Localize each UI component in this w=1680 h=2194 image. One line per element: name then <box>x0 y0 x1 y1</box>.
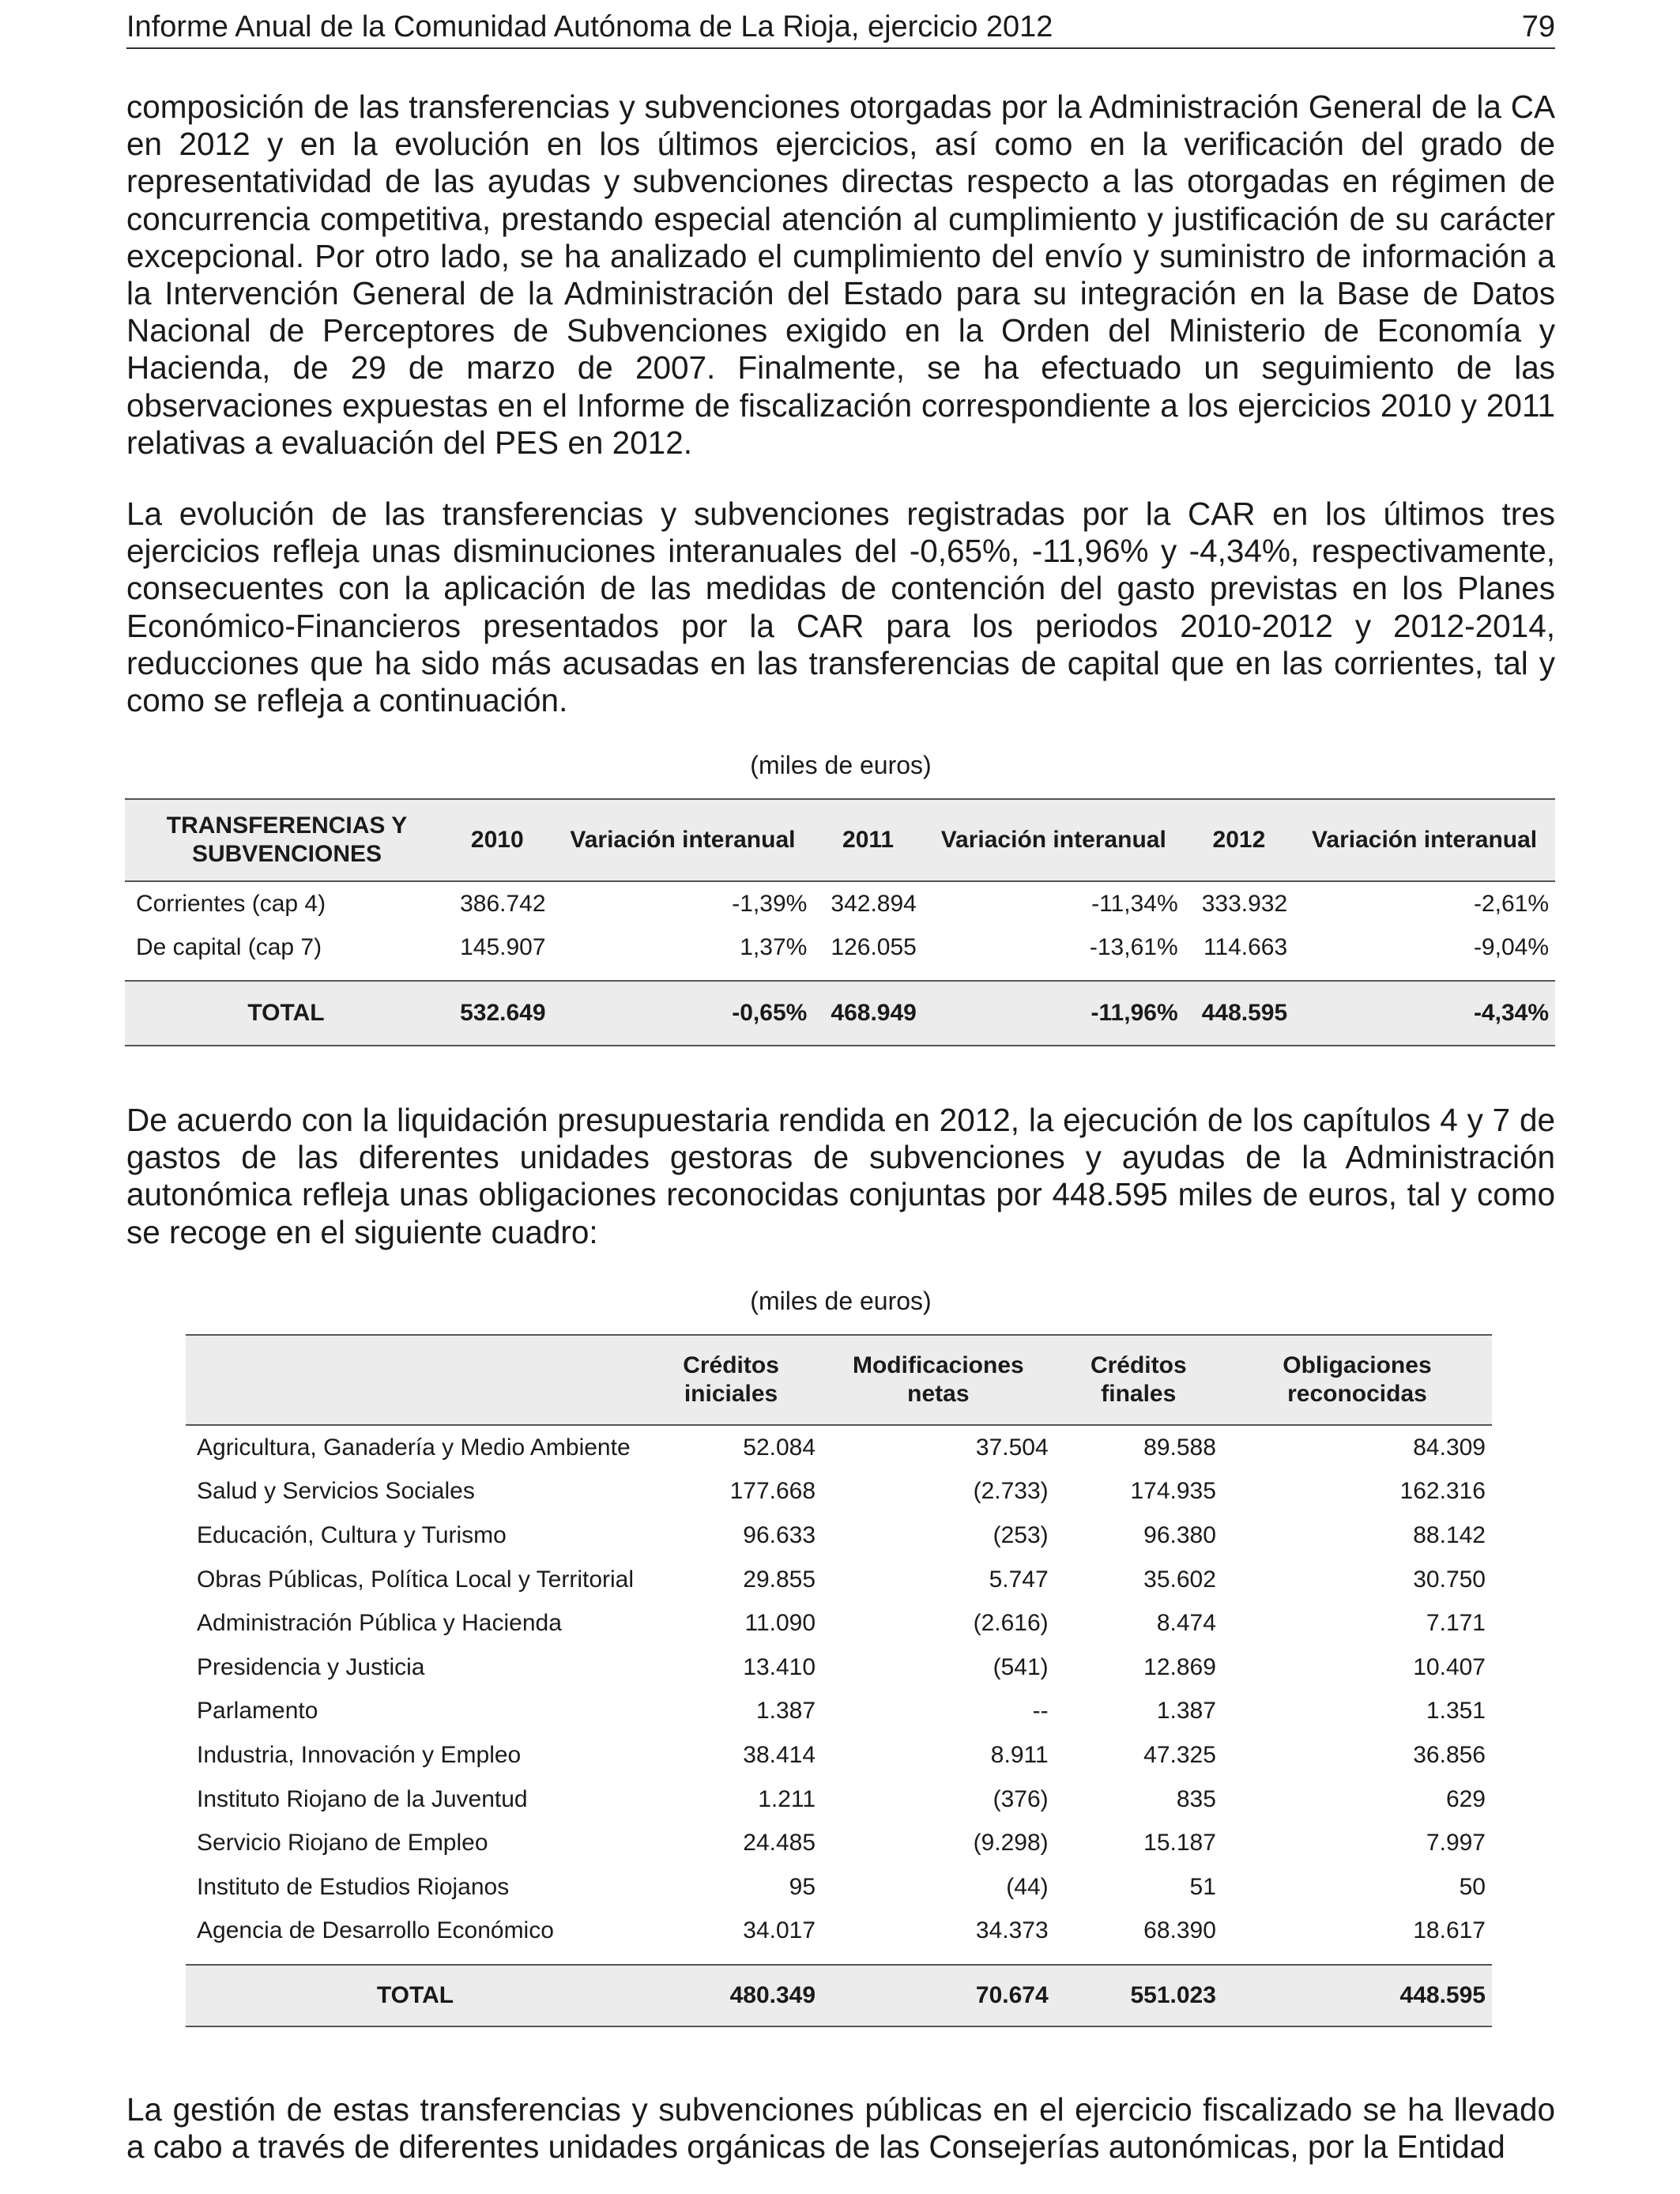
table-row <box>186 1733 1492 1777</box>
table-row <box>186 1646 1492 1690</box>
cell: 12.869 <box>1143 1653 1216 1680</box>
cell: (44) <box>1006 1873 1049 1900</box>
cell: 52.084 <box>743 1434 816 1461</box>
cell: 8.911 <box>990 1741 1049 1768</box>
cell: 342.894 <box>831 890 917 917</box>
row-label: Instituto de Estudios Riojanos <box>197 1873 510 1900</box>
cell: 68.390 <box>1143 1917 1216 1944</box>
cell: -9,04% <box>1473 933 1549 960</box>
cell: 11.090 <box>744 1610 816 1637</box>
cell: 1.211 <box>758 1785 816 1812</box>
table-row <box>186 1690 1492 1734</box>
row-label: De capital (cap 7) <box>136 933 322 960</box>
table-row <box>186 1558 1492 1602</box>
page-number: 79 <box>1521 10 1555 43</box>
cell: 162.316 <box>1399 1478 1486 1505</box>
cell: (541) <box>993 1653 1049 1680</box>
cell: 1.387 <box>755 1698 816 1725</box>
page-header <box>126 6 1555 49</box>
cell: (253) <box>993 1521 1049 1548</box>
cell: (9.298) <box>973 1830 1049 1857</box>
row-label: Agencia de Desarrollo Económico <box>197 1917 554 1944</box>
cell: 15.187 <box>1143 1830 1216 1857</box>
header-cell: Variación interanual <box>552 799 814 881</box>
transfers-evolution-table <box>125 798 1555 1046</box>
cell: 18.617 <box>1413 1917 1486 1944</box>
cell: (2.733) <box>973 1478 1049 1505</box>
cell: 835 <box>1176 1785 1216 1812</box>
total-cell: 532.649 <box>443 981 552 1046</box>
table-row <box>125 881 1555 925</box>
cell: 35.602 <box>1143 1566 1216 1593</box>
total-cell: -4,34% <box>1294 981 1555 1046</box>
total-cell: 448.595 <box>1222 1965 1492 2026</box>
cell: 8.474 <box>1156 1610 1216 1637</box>
cell: 30.750 <box>1413 1566 1486 1593</box>
total-cell: -0,65% <box>552 981 814 1046</box>
cell: 34.017 <box>743 1917 816 1944</box>
table-row <box>186 1777 1492 1822</box>
header-cell: 2012 <box>1185 799 1294 881</box>
cell: -11,34% <box>1091 890 1178 917</box>
header-cell: Modificaciones netas <box>822 1335 1055 1425</box>
table-row <box>186 1821 1492 1865</box>
cell: 50 <box>1459 1873 1486 1900</box>
cell: 96.380 <box>1143 1521 1216 1548</box>
table-row <box>186 1865 1492 1909</box>
header-cell: 2011 <box>813 799 923 881</box>
row-label: Parlamento <box>197 1698 318 1725</box>
cell: 145.907 <box>460 933 546 960</box>
cell: 114.663 <box>1203 933 1288 960</box>
cell: 47.325 <box>1143 1741 1216 1768</box>
table1-caption: (miles de euros) <box>750 751 932 779</box>
header-cell: Variación interanual <box>923 799 1185 881</box>
total-cell: -11,96% <box>923 981 1185 1046</box>
header-cell: 2010 <box>443 799 552 881</box>
cell: 333.932 <box>1201 890 1288 917</box>
total-cell: 551.023 <box>1055 1965 1222 2026</box>
cell: 7.997 <box>1426 1830 1486 1857</box>
table-row <box>186 1514 1492 1558</box>
cell: 629 <box>1445 1785 1486 1812</box>
table-row <box>186 1425 1492 1470</box>
row-label: Administración Pública y Hacienda <box>197 1610 562 1637</box>
row-label: Salud y Servicios Sociales <box>197 1478 475 1505</box>
table-row <box>186 1470 1492 1514</box>
header-cell: Obligaciones reconocidas <box>1222 1335 1492 1425</box>
total-cell: 70.674 <box>822 1965 1055 2026</box>
cell: 7.171 <box>1426 1610 1486 1637</box>
row-label: Agricultura, Ganadería y Medio Ambiente <box>197 1434 631 1461</box>
total-cell: 448.595 <box>1185 981 1294 1046</box>
cell: 51 <box>1189 1873 1216 1900</box>
table-row <box>125 925 1555 969</box>
header-cell: Variación interanual <box>1294 799 1555 881</box>
header-cell: Créditos iniciales <box>640 1335 822 1425</box>
table-header-row <box>125 799 1555 881</box>
cell: 386.742 <box>460 890 546 917</box>
cell: 38.414 <box>743 1741 816 1768</box>
paragraph-3: De acuerdo con la liquidación presupuestaria rendida en 2012, la ejecución de los capítulos 4 y 7 de gastos de las diferentes unidades gestoras de subvenciones y ayudas de la Administración autonómica refleja unas obligaciones reconocidas conjuntas por 448.595 miles de euros, tal y como se recoge en el siguiente cuadro: <box>126 1102 1555 1250</box>
cell: 88.142 <box>1413 1521 1486 1548</box>
cell: 84.309 <box>1413 1434 1486 1461</box>
total-cell: 468.949 <box>813 981 923 1046</box>
paragraph-4: La gestión de estas transferencias y subvenciones públicas en el ejercicio fiscalizado se ha llevado a cabo a través de diferentes unidades orgánicas de las Consejerías autonómicas, por la Entidad <box>126 2091 1555 2166</box>
cell: 5.747 <box>989 1566 1049 1593</box>
cell: 10.407 <box>1413 1653 1486 1680</box>
spacer-row <box>186 1953 1492 1965</box>
cell: 174.935 <box>1130 1478 1216 1505</box>
spacer-row <box>125 969 1555 981</box>
cell: 1.387 <box>1156 1698 1216 1725</box>
cell: 96.633 <box>743 1521 816 1548</box>
row-label: Industria, Innovación y Empleo <box>197 1741 522 1768</box>
paragraph-2: La evolución de las transferencias y subvenciones registradas por la CAR en los últimos tres ejercicios refleja unas disminuciones interanuales del -0,65%, -11,96% y -4,34%, respectivamente, consecuentes con la aplicación de las medidas de contención del gasto previstas en los Planes Económico-Financieros presentados por la CAR para los periodos 2010-2012 y 2012-2014, reducciones que ha sido más acusadas en las transferencias de capital que en las corrientes, tal y como se refleja a continuación. <box>126 496 1555 719</box>
cell: -- <box>1032 1698 1049 1725</box>
cell: 1.351 <box>1426 1698 1486 1725</box>
budget-execution-table <box>186 1334 1492 2027</box>
cell: -2,61% <box>1473 890 1549 917</box>
header-cell: Créditos finales <box>1055 1335 1222 1425</box>
cell: 13.410 <box>743 1653 816 1680</box>
total-row <box>186 1965 1492 2026</box>
cell: 34.373 <box>975 1917 1049 1944</box>
header-title: Informe Anual de la Comunidad Autónoma de La Rioja, ejercicio 2012 <box>126 10 1053 43</box>
cell: 36.856 <box>1413 1741 1486 1768</box>
paragraph-1: composición de las transferencias y subvenciones otorgadas por la Administración General de la CA en 2012 y en la evolución en los últimos ejercicios, así como en la verificación del grado de representatividad de las ayudas y subvenciones directas respecto a las otorgadas en régimen de concurrencia competitiva, prestando especial atención al cumplimiento y justificación de su carácter excepcional. Por otro lado, se ha analizado el cumplimiento del envío y suministro de información a la Intervención General de la Administración del Estado para su integración en la Base de Datos Nacional de Perceptores de Subvenciones exigido en la Orden del Ministerio de Economía y Hacienda, de 29 de marzo de 2007. Finalmente, se ha efectuado un seguimiento de las observaciones expuestas en el Informe de fiscalización correspondiente a los ejercicios 2010 y 2011 relativas a evaluación del PES en 2012. <box>126 89 1555 461</box>
cell: -13,61% <box>1089 933 1178 960</box>
header-cell: TRANSFERENCIAS Y SUBVENCIONES <box>125 799 443 881</box>
total-row <box>125 981 1555 1046</box>
cell: 24.485 <box>743 1830 816 1857</box>
cell: 1,37% <box>740 933 808 960</box>
table-row <box>186 1909 1492 1954</box>
cell: 37.504 <box>975 1434 1049 1461</box>
cell: 29.855 <box>743 1566 816 1593</box>
table-row <box>186 1601 1492 1646</box>
table2-caption: (miles de euros) <box>750 1287 932 1315</box>
total-cell: 480.349 <box>640 1965 822 2026</box>
cell: -1,39% <box>732 890 808 917</box>
cell: 126.055 <box>831 933 917 960</box>
cell: 177.668 <box>729 1478 816 1505</box>
row-label: Instituto Riojano de la Juventud <box>197 1785 528 1812</box>
row-label: Corrientes (cap 4) <box>136 890 326 917</box>
cell: 95 <box>789 1873 816 1900</box>
header-cell <box>186 1335 640 1425</box>
row-label: Obras Públicas, Política Local y Territorial <box>197 1566 635 1593</box>
cell: (376) <box>993 1785 1049 1812</box>
total-label: TOTAL <box>125 981 443 1046</box>
cell: (2.616) <box>973 1610 1049 1637</box>
cell: 89.588 <box>1143 1434 1216 1461</box>
row-label: Educación, Cultura y Turismo <box>197 1521 507 1548</box>
table-header-row <box>186 1335 1492 1425</box>
total-label: TOTAL <box>186 1965 640 2026</box>
row-label: Servicio Riojano de Empleo <box>197 1830 488 1857</box>
row-label: Presidencia y Justicia <box>197 1653 425 1680</box>
